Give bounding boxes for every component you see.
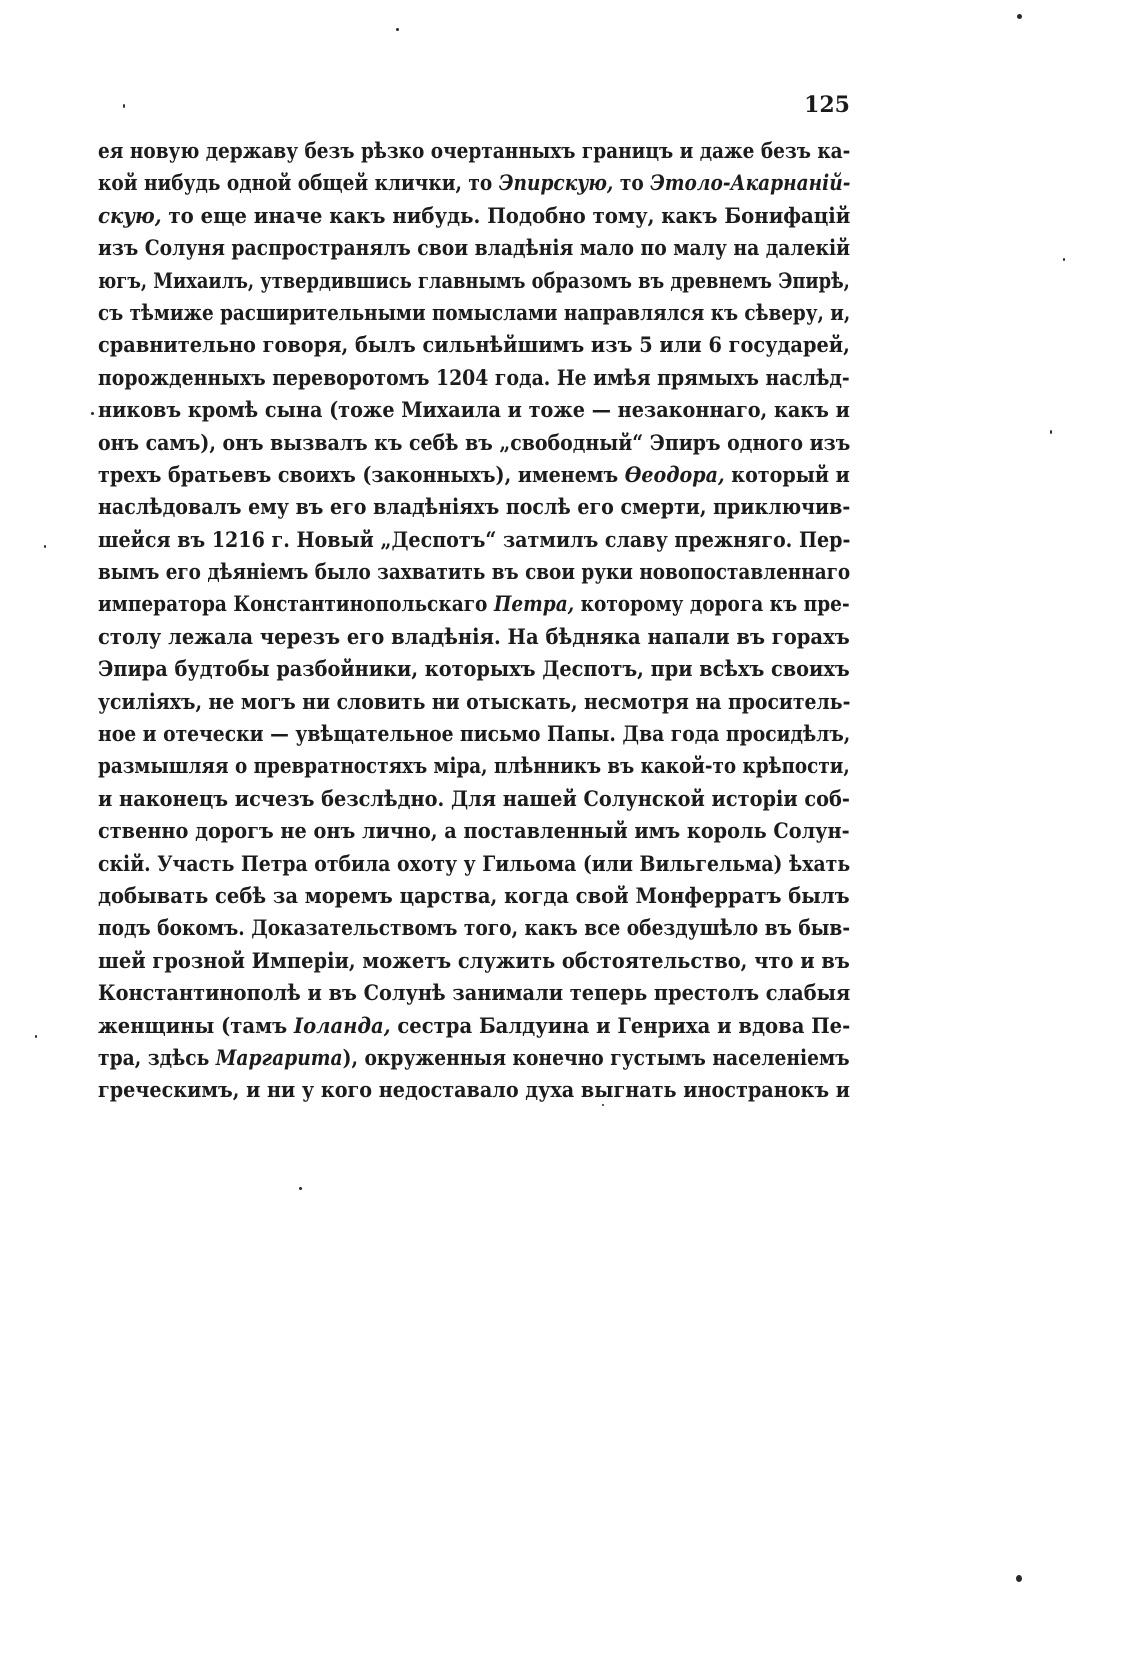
text-segment: порожденныхъ переворотомъ 1204 года. Не имѣя прямыхъ наслѣд-	[98, 365, 850, 391]
scan-speck	[1017, 14, 1022, 19]
text-line	[98, 492, 851, 524]
page-number: 125	[804, 92, 850, 118]
scan-speck	[396, 28, 399, 31]
text-line	[98, 1043, 850, 1075]
text-segment: ственно дорогъ не онъ лично, а поставленный имъ король Солун-	[98, 819, 850, 845]
text-segment: усиліяхъ, не могъ ни словить ни отыскать, несмотря на проситель-	[98, 689, 851, 715]
text-line	[98, 1011, 851, 1043]
text-segment: шей грозной Имперіи, можетъ служить обстоятельство, что и въ	[98, 948, 850, 974]
text-line	[98, 881, 850, 913]
scan-speck	[123, 104, 125, 108]
text-line	[98, 719, 851, 751]
italic-text-segment: Петра,	[493, 592, 575, 618]
text-segment: наслѣдовалъ ему въ его владѣніяхъ послѣ его смерти, приключив-	[98, 495, 851, 521]
text-line	[98, 849, 851, 881]
text-line	[98, 136, 851, 168]
italic-text-segment: скую,	[98, 203, 162, 229]
text-segment: сестра Балдуина и Генриха и вдова Пе-	[390, 1013, 851, 1039]
text-line	[98, 913, 851, 945]
scan-speck	[35, 1035, 37, 1038]
text-segment: тра, здѣсь	[98, 1045, 216, 1071]
text-line	[98, 363, 850, 395]
italic-text-segment: Этоло-Акарнаній-	[650, 171, 851, 197]
text-segment: размышляя о превратностяхъ міра, плѣнникъ въ какой-то крѣпости,	[98, 754, 850, 780]
italic-text-segment: Өеодора,	[624, 462, 725, 488]
body-text	[98, 136, 850, 1108]
scan-speck	[1063, 258, 1065, 261]
text-segment: югъ, Михаилъ, утвердившись главнымъ образомъ въ древнемъ Эпирѣ,	[98, 268, 850, 294]
scan-speck	[91, 412, 94, 415]
text-segment: Эпира будтобы разбойники, которыхъ Деспотъ, при всѣхъ своихъ	[98, 657, 850, 683]
text-segment: греческимъ, и ни у кого недоставало духа выгнать иностранокъ и	[98, 1078, 850, 1104]
scan-speck	[44, 545, 46, 548]
text-segment: добывать себѣ за моремъ царства, когда свой Монферратъ былъ	[98, 883, 850, 909]
text-line	[98, 266, 850, 298]
italic-text-segment: Іоланда,	[293, 1013, 391, 1039]
text-segment: ное и отечески — увѣщательное письмо Папы. Два года просидѣлъ,	[98, 722, 851, 748]
text-line	[98, 525, 851, 557]
text-segment: шейся въ 1216 г. Новый „Деспотъ“ затмилъ славу прежняго. Пер-	[98, 527, 851, 553]
text-line	[98, 751, 850, 783]
italic-text-segment: Эпирскую,	[498, 171, 614, 197]
text-line	[98, 168, 851, 200]
text-segment: женщины (тамъ	[98, 1013, 294, 1039]
text-line	[98, 557, 851, 589]
text-line	[98, 946, 850, 978]
text-segment: трехъ братьевъ своихъ (законныхъ), именемъ	[98, 462, 625, 488]
text-line	[98, 784, 850, 816]
text-segment: ея новую державу безъ рѣзко очертанныхъ границъ и даже безъ ка-	[98, 139, 851, 164]
text-line	[98, 201, 851, 233]
text-line	[98, 298, 851, 330]
text-line	[98, 460, 850, 492]
text-line	[98, 1075, 850, 1107]
text-segment: изъ Солуня распространялъ свои владѣнія мало по малу на далекій	[98, 236, 851, 262]
text-segment: онъ самъ), онъ вызвалъ къ себѣ въ „свободный“ Эпиръ одного изъ	[98, 430, 851, 456]
scan-speck	[299, 1187, 302, 1190]
text-segment: то еще иначе какъ нибудь. Подобно тому, какъ Бонифацій	[161, 203, 851, 229]
text-segment: подъ бокомъ. Доказательствомъ того, какъ все обездушѣло въ быв-	[98, 916, 851, 942]
italic-text-segment: Маргарита	[215, 1045, 343, 1071]
text-line	[98, 395, 850, 427]
text-line	[98, 622, 850, 654]
text-line	[98, 589, 850, 621]
text-line	[98, 687, 851, 719]
text-segment: то	[613, 171, 651, 197]
text-segment: никовъ кромѣ сына (тоже Михаила и тоже — незаконнаго, какъ и	[98, 398, 850, 424]
text-segment: скій. Участь Петра отбила охоту у Гильома (или Вильгельма) ѣхать	[98, 851, 851, 877]
scan-speck	[1050, 430, 1052, 434]
text-segment: ), окруженныя конечно густымъ населеніемъ	[342, 1045, 850, 1071]
text-segment: который и	[724, 462, 850, 488]
text-line	[98, 816, 850, 848]
scan-speck	[602, 1104, 604, 1106]
text-segment: столу лежала черезъ его владѣнія. На бѣдняка напали въ горахъ	[98, 624, 850, 650]
text-line	[98, 330, 850, 362]
text-line	[98, 654, 850, 686]
text-segment: императора Константинопольскаго	[98, 592, 494, 618]
text-segment: и наконецъ исчезъ безслѣдно. Для нашей Солунской исторіи соб-	[98, 786, 850, 812]
text-line	[98, 233, 851, 265]
scan-speck	[1016, 1575, 1022, 1582]
text-line	[98, 428, 851, 460]
text-line	[98, 978, 851, 1010]
text-segment: кой нибудь одной общей клички, то	[98, 171, 499, 197]
text-segment: которому дорога къ пре-	[574, 592, 850, 618]
text-segment: Константинополѣ и въ Солунѣ занимали теперь престолъ слабыя	[98, 981, 851, 1007]
text-segment: вымъ его дѣяніемъ было захватить въ свои руки новопоставленнаго	[98, 560, 851, 586]
text-segment: сравнительно говоря, былъ сильнѣйшимъ изъ 5 или 6 государей,	[98, 333, 850, 359]
text-segment: съ тѣмиже расширительными помыслами направлялся къ сѣверу, и,	[98, 300, 851, 326]
